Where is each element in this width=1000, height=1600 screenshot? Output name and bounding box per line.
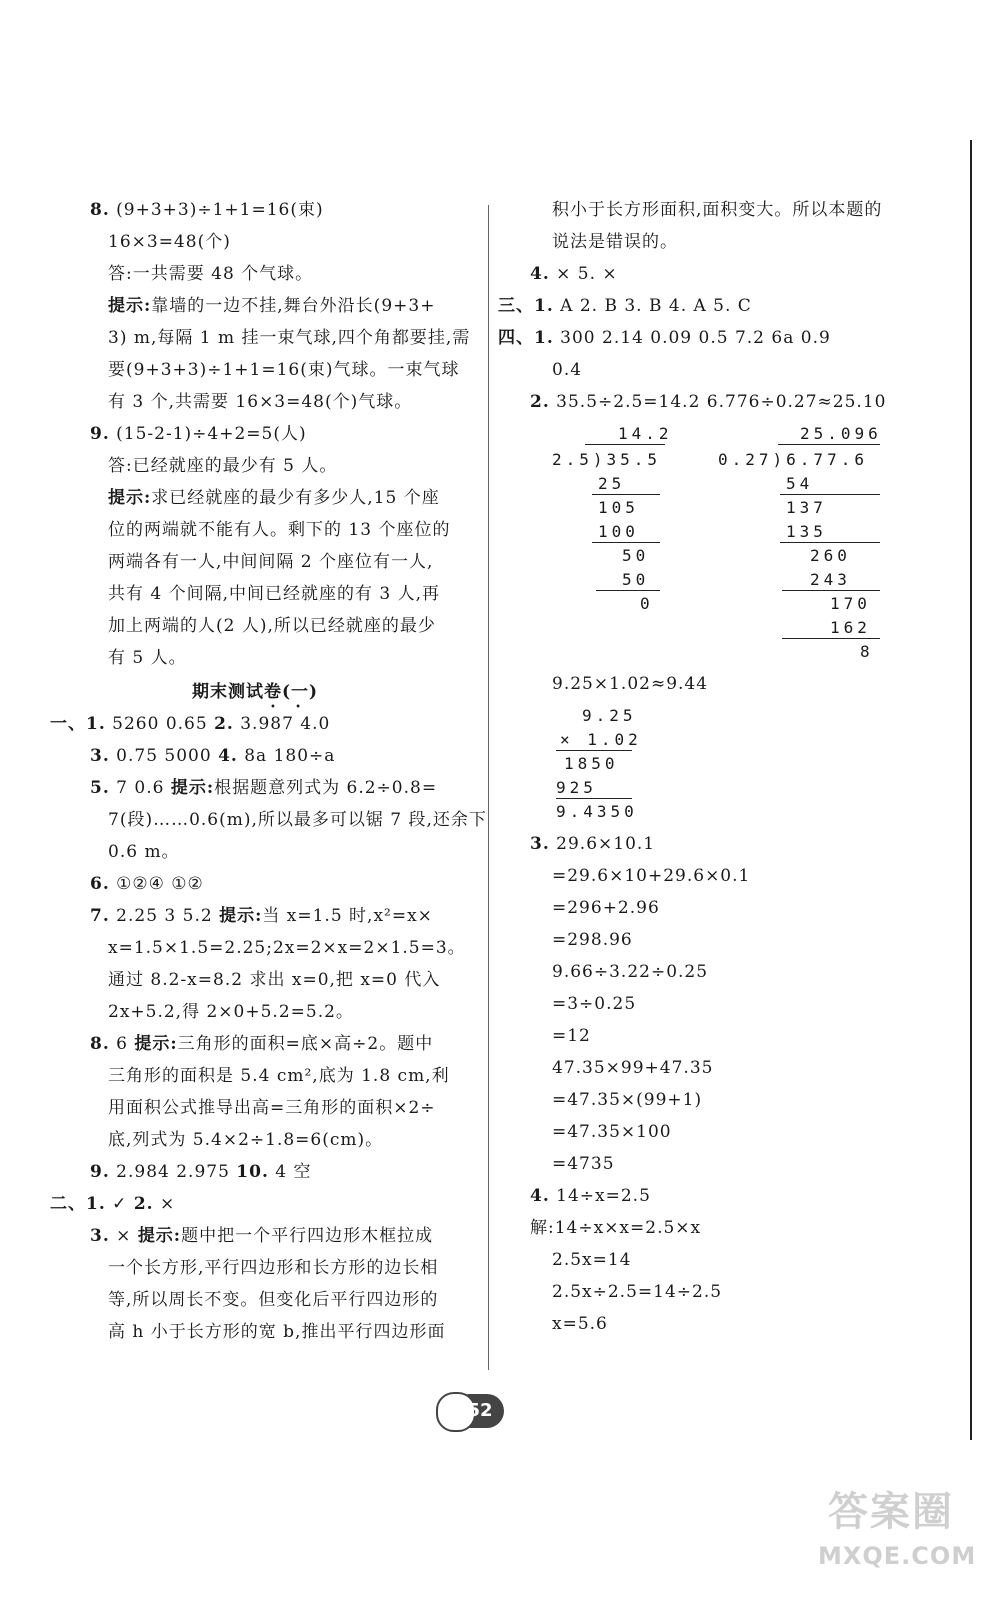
- hint-line: [108, 392, 412, 412]
- mult-step: 9.25: [582, 706, 637, 725]
- dividend: 2.5)35.5: [552, 450, 662, 469]
- hint-line: 说法是错误的。: [552, 232, 678, 252]
- step: 50: [622, 546, 650, 565]
- remainder: 0: [640, 594, 654, 613]
- line-text: 两端各有一人,中间间隔 2 个座位有一人,: [108, 552, 434, 572]
- line-text: 答:已经就座的最少有 5 人。: [108, 456, 338, 476]
- answer-line: 二、1. ✓ 2. ×: [50, 1194, 176, 1214]
- hint-line: 用面积公式推导出高=三角形的面积×2÷: [108, 1098, 436, 1118]
- mult-step: × 1.02: [560, 730, 642, 749]
- line-text: 共有 4 个间隔,中间已经就座的有 3 人,再: [108, 584, 441, 604]
- hint-line: [108, 520, 450, 540]
- step: 25: [598, 474, 626, 493]
- mult-result: 9.4350: [556, 802, 638, 821]
- line-text: 位的两端就不能有人。剩下的 13 个座位的: [108, 520, 451, 540]
- answer-line: 8. 6 提示:三角形的面积=底×高÷2。题中: [90, 1034, 434, 1054]
- rule: [556, 750, 632, 751]
- rule: [592, 494, 660, 495]
- page-number-badge: [428, 1390, 508, 1434]
- line-text: 3) m,每隔 1 m 挂一束气球,四个角都要挂,需: [108, 328, 471, 348]
- step: 243: [810, 570, 851, 589]
- hint-line: [108, 488, 440, 508]
- line-text: (9+3+3)÷1+1=16(束): [109, 200, 324, 220]
- line-text: 16×3=48(个): [108, 232, 231, 252]
- calc-line: 解:14÷x×x=2.5×x: [530, 1218, 702, 1238]
- item-number: 8.: [90, 200, 110, 220]
- calc-line: x=5.6: [552, 1314, 608, 1334]
- calc-line: 2.5x=14: [552, 1250, 632, 1270]
- repeating-decimal-dots: • •: [270, 702, 309, 713]
- answer-line: 7. 2.25 3 5.2 提示:当 x=1.5 时,x²=x×: [90, 906, 433, 926]
- answer-line: 2. 35.5÷2.5=14.2 6.776÷0.27≈25.10: [530, 392, 887, 412]
- answer-line: [108, 456, 337, 476]
- line-text: 有 3 个,共需要 16×3=48(个)气球。: [108, 392, 413, 412]
- answer-line: 0.4: [552, 360, 583, 380]
- answer-line: 9. 2.984 2.975 10. 4 空: [90, 1162, 312, 1182]
- item-number: 9.: [90, 424, 110, 444]
- rule: [782, 590, 880, 591]
- answer-line: [90, 200, 324, 220]
- calc-line: 9.66÷3.22÷0.25: [552, 962, 709, 982]
- hint-line: 积小于长方形面积,面积变大。所以本题的: [552, 200, 883, 220]
- rule: [592, 542, 660, 543]
- hint-line: 2x+5.2,得 2×0+5.2=5.2。: [108, 1002, 354, 1022]
- step: 135: [786, 522, 827, 541]
- hint-line: 等,所以周长不变。但变化后平行四边形的: [108, 1290, 439, 1310]
- step: 260: [810, 546, 851, 565]
- calc-line: =47.35×100: [552, 1122, 672, 1142]
- answer-line: 四、1. 300 2.14 0.09 0.5 7.2 6a 0.9: [498, 328, 831, 348]
- dividend: 0.27)6.77.6: [718, 450, 868, 469]
- watermark-url: MXQE.COM: [818, 1542, 977, 1570]
- rule: [780, 494, 880, 495]
- step: 54: [786, 474, 814, 493]
- hint-line: 高 h 小于长方形的宽 b,推出平行四边形面: [108, 1322, 446, 1342]
- line-text: 靠墙的一边不挂,舞台外沿长(9+3+: [151, 296, 436, 316]
- calc-line: =12: [552, 1026, 591, 1046]
- answer-line: 一、1. 5260 0.65 2. 3.987 4.0: [50, 714, 331, 734]
- watermark: [818, 1480, 988, 1590]
- calc-line: =3÷0.25: [552, 994, 637, 1014]
- column-divider: [488, 205, 489, 1370]
- rule: [782, 638, 880, 639]
- calc-line: =47.35×(99+1): [552, 1090, 703, 1110]
- hint-line: 通过 8.2-x=8.2 求出 x=0,把 x=0 代入: [108, 970, 441, 990]
- quotient: 14.2: [618, 424, 673, 443]
- page-number: 52: [467, 1400, 493, 1421]
- line-text: 要(9+3+3)÷1+1=16(束)气球。一束气球: [108, 360, 460, 380]
- line-text: 求已经就座的最少有多少人,15 个座: [151, 488, 440, 508]
- answer-line: 3. 0.75 5000 4. 8a 180÷a: [90, 746, 336, 766]
- division-bar: [585, 444, 665, 445]
- answer-line: [108, 232, 231, 252]
- hint-line: 底,列式为 5.4×2÷1.8=6(cm)。: [108, 1130, 384, 1150]
- watermark-logo-text: 答案圈: [828, 1489, 954, 1535]
- hint-line: [108, 360, 459, 380]
- answer-line: 三、1. A 2. B 3. B 4. A 5. C: [498, 296, 752, 316]
- step: 170: [830, 594, 871, 613]
- hint-line: x=1.5×1.5=2.25;2x=2×x=2×1.5=3。: [108, 938, 466, 958]
- hint-label: 提示:: [108, 296, 152, 316]
- quotient: 25.096: [800, 424, 882, 443]
- answer-line: [90, 424, 307, 444]
- rule: [780, 542, 880, 543]
- hint-label: 提示:: [108, 488, 152, 508]
- mult-step: 925: [556, 778, 597, 797]
- calc-line: 4. 14÷x=2.5: [530, 1186, 651, 1206]
- line-text: 有 5 人。: [108, 648, 187, 668]
- answer-line: 4. × 5. ×: [530, 264, 618, 284]
- division-bar: [778, 444, 880, 445]
- calc-line: =29.6×10+29.6×0.1: [552, 866, 751, 886]
- section-title: 期末测试卷(一): [192, 682, 319, 702]
- line-text: 加上两端的人(2 人),所以已经就座的最少: [108, 616, 436, 636]
- calc-line: 2.5x÷2.5=14÷2.5: [552, 1282, 723, 1302]
- answer-line: [108, 264, 313, 284]
- hint-line: [108, 552, 433, 572]
- hint-line: 7(段)……0.6(m),所以最多可以锯 7 段,还余下: [108, 810, 487, 830]
- calc-line: =296+2.96: [552, 898, 660, 918]
- answer-line: 5. 7 0.6 提示:根据题意列式为 6.2÷0.8=: [90, 778, 438, 798]
- hint-line: [108, 648, 187, 668]
- hint-line: 三角形的面积是 5.4 cm²,底为 1.8 cm,利: [108, 1066, 450, 1086]
- hint-line: [108, 328, 470, 348]
- line-text: (15-2-1)÷4+2=5(人): [109, 424, 307, 444]
- step: 50: [622, 570, 650, 589]
- answer-line: 3. × 提示:题中把一个平行四边形木框拉成: [90, 1226, 434, 1246]
- step: 137: [786, 498, 827, 517]
- hint-line: 0.6 m。: [108, 842, 180, 862]
- answer-line: 6. ①②④ ①②: [90, 874, 204, 894]
- hint-line: [108, 296, 435, 316]
- step: 162: [830, 618, 871, 637]
- rule: [596, 590, 660, 591]
- rule: [556, 798, 632, 799]
- mult-step: 1850: [564, 754, 619, 773]
- calc-line: =4735: [552, 1154, 615, 1174]
- line-text: 答:一共需要 48 个气球。: [108, 264, 314, 284]
- step: 100: [598, 522, 639, 541]
- calc-line: 3. 29.6×10.1: [530, 834, 656, 854]
- remainder: 8: [860, 642, 874, 661]
- page-edge-line: [970, 140, 972, 1440]
- step: 105: [598, 498, 639, 517]
- hint-line: 一个长方形,平行四边形和长方形的边长相: [108, 1258, 439, 1278]
- mult-equation: 9.25×1.02≈9.44: [552, 674, 709, 694]
- hint-line: [108, 616, 436, 636]
- hint-line: [108, 584, 440, 604]
- calc-line: 47.35×99+47.35: [552, 1058, 714, 1078]
- calc-line: =298.96: [552, 930, 633, 950]
